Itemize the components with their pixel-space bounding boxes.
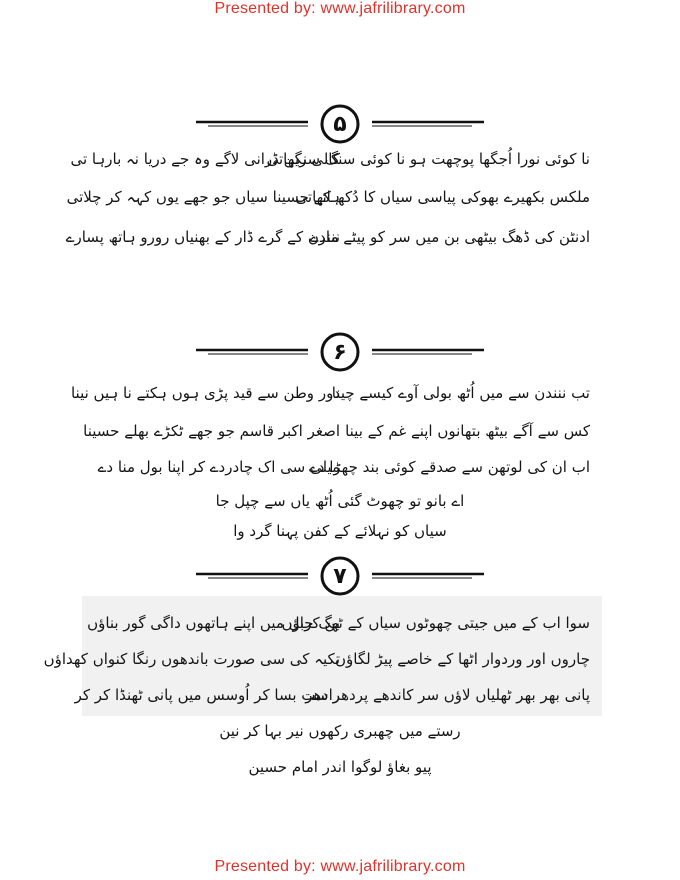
verse-7-1-left: بن کربل میں اپنے ہاتھوں داگی گور بناؤں — [87, 614, 340, 632]
section-7-number: ۷ — [333, 564, 347, 589]
verse-6-1-right: تب ننندن سے میں اُٹھ بولی آوے کیسے چینا — [331, 384, 590, 402]
footer-watermark[interactable]: Presented by: www.jafrilibrary.com — [214, 858, 466, 875]
section-5-divider — [190, 104, 490, 144]
verse-7-closing-2: پیو بغاؤ لوگوا اندر امام حسین — [248, 758, 432, 776]
verse-7-2-left: تکیہ کی سی صورت باندھوں رنگا کنواں کھداؤں — [43, 650, 340, 668]
verse-5-3-right: ادنٹن کی ڈھگ بیٹھی بن میں سر کو پیٹے مارے — [309, 228, 590, 246]
verse-7-3-left: راست بسا کر اُوسس میں پانی ٹھنڈا کر کر — [74, 686, 340, 704]
verse-5-1-right: نا کوئی نورا اُجگھا پوچھت ہو نا کوئی سنگ سنگھاتی — [266, 150, 590, 168]
verse-7-closing-1: رستے میں چھبری رکھوں نیر بہا کر نین — [219, 722, 461, 740]
verse-6-closing-2: سیاں کو نہلائے کے کفن پہنا گرد وا — [233, 522, 447, 540]
verse-5-2-right: ملکس بکھیرے بھوکی پیاسی سیاں کا دُکھ کھاتی — [295, 188, 590, 206]
header-watermark[interactable]: Presented by: www.jafrilibrary.com — [214, 0, 466, 17]
verse-7-2-right: چاروں اور وردوار اٹھا کے خاصے پیڑ لگاؤں — [335, 650, 590, 668]
verse-6-1-left: دور وطن سے قید پڑی ہوں ہکتے نا ہیں نینا — [70, 384, 340, 402]
verse-6-2-right: کس سے آگے بیٹھ بتھانوں اپنے غم کے بینا — [345, 422, 590, 440]
section-7-divider — [190, 556, 490, 596]
verse-5-2-left: ہائے حسینا سیاں جو جھے یوں کہہ کر چلاتی — [66, 188, 340, 206]
verse-6-closing-1: اے بانو تو چھوٹ گئی اُٹھ یاں سے چپل جا — [215, 492, 465, 510]
section-6-number: ۶ — [333, 340, 347, 365]
section-5-number: ۵ — [333, 112, 347, 137]
section-6-divider — [190, 332, 490, 372]
verse-5-3-left: ننندن کے گرے ڈار کے بھنیاں رورو ہاتھ پسارے — [65, 228, 340, 246]
verse-6-3-left: میلی سی اک چادردے کر اپنا بول منا دے — [97, 458, 340, 476]
verse-5-1-left: کالی رین ڈرانی لاگے وہ جے دریا نہ بارہا تی — [70, 150, 340, 168]
verse-6-2-left: اصغر اکبر قاسم جو جھے ٹکڑے بھلے حسینا — [83, 422, 340, 440]
verse-7-1-right: سوا اب کے میں جیتی چھوٹوں سیاں کے ٹھگ جاؤں — [281, 614, 590, 632]
verse-6-3-right: اب ان کی لوتھن سے صدقے کوئی بند چھڑا دے — [308, 458, 590, 476]
verse-7-3-right: پانی بھر بھر ٹھلیاں لاؤں سر کاندھے پردھر دھر — [305, 686, 590, 704]
